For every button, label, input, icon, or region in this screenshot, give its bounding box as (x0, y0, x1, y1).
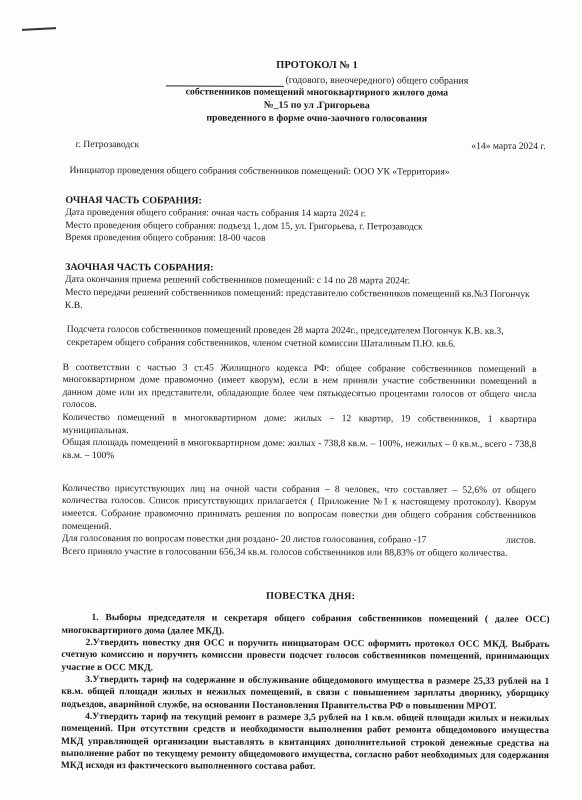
vote-counting: Подсчета голосов собственников помещений проведен 28 марта 2024г., председателем Погончук К.В. кв.3, секретарем общего собрания собственников, членом счетной комиссии Шаталиным П.Ю. кв.6. (66, 324, 504, 350)
participation: Всего приняло участие в голосовании 656,34 кв.м. голосов собственников или 88,83% от общего количества. (61, 545, 508, 559)
date: «14» марта 2024 г. (471, 140, 546, 152)
ballots-distributed: Для голосования по вопросам повестки дня роздано- 20 листов голосования, собрано -17 (61, 533, 427, 546)
initiator: Инициатор проведения общего собрания собственников помещений: ООО УК «Территория» (69, 165, 450, 178)
premises-count: Количество помещений в многоквартирном доме: жилых – 12 квартир, 19 собственников, 1 квартира муниципальная. (62, 412, 537, 436)
in-person-title: ОЧНАЯ ЧАСТЬ СОБРАНИЯ: (65, 194, 202, 207)
legal-text: В соответствии с частью 3 ст.45 Жилищного кодекса РФ: общее собрание собственников помещений в многоквартирном доме правомочно (имеет кворум), если в нем приняли участие собственники помещений в данном доме или их представители, обладающие более чем пятьюдесятью процентами голосов от общего числа голосов. (62, 361, 537, 411)
agenda-item: 3.Утвердить тариф на содержание и обслуживание общедомового имущества в размере 25,33 рублей на 1 кв.м. общей площади жилых и нежилых помещений, в связи с повышением зарплаты дворнику, уборщику подъездов, аварийной службе, на основании Постановления Правительства РФ о повышении МРОТ. (61, 674, 550, 712)
absentee-title: ЗАОЧНАЯ ЧАСТЬ СОБРАНИЯ: (65, 261, 214, 274)
total-area: Общая площадь помещений в многоквартирном доме: жилых - 738,8 кв.м. – 100%, нежилых – 0 кв.м., всего - 738,8 кв.м. – 100% (62, 437, 537, 462)
meeting-type-line: (годового, внеочередного) общего собрания (96, 74, 538, 89)
document-body (60, 58, 550, 775)
absentee-deadline: Дата окончания приема решений собственников помещений: с 14 по 28 марта 2024г. (65, 274, 411, 287)
agenda-item: 4.Утвердить тариф на текущий ремонт в размере 3,5 рублей на 1 кв.м. общей площади жилых и нежилых помещений. При отсутствии средств и необходимости выполнения работ ремонта общедомового имущества МКД управляющей организации выставлять в квитанциях дополнительной строкой денежные средства на выполнение работ по текущему ремонту общедомового имущества, согласно работ необходимых для содержания МКД исходя из фактического выполненного состава работ. (60, 711, 550, 773)
agenda-title: ПОВЕСТКА ДНЯ: (266, 590, 356, 602)
voting-form-line: проведенного в форме очно-заочного голосования (206, 112, 428, 125)
in-person-section (65, 207, 537, 247)
pen-mark (22, 27, 56, 31)
agenda-item: 1. Выборы председателя и секретаря общего собрания собственников помещений ( далее ОСС) многоквартирного дома (далее МКД). (61, 613, 550, 637)
agenda-list (61, 612, 550, 775)
attendance-text: Количество присутствующих лиц на очной части собрания – 8 человек, что составляет – 52,6% от общего количества голосов. Список присутствующих прилагается ( Приложение №1 к настоящему протоколу). Кворум имеется. Собрание правомочно принимать решения по вопросам повестки дня общего собрания собственников помещений. (61, 482, 537, 532)
legal-section (62, 361, 536, 464)
absentee-place: Место передачи решений собственников помещений: представителю собственников помещений кв.№3 Погончук К.В. (64, 286, 530, 311)
ballots-unit: листов. (505, 535, 536, 547)
in-person-place: Место проведения общего собрания: подъезд 1, дом 15, ул. Григорьева, г. Петрозаводск (65, 219, 423, 233)
address-line: №_15 по ул .Григорьева (263, 99, 370, 112)
absentee-section (65, 274, 537, 314)
owners-line: собственников помещений многоквартирного жилого дома (185, 86, 449, 99)
place-date-row (76, 139, 546, 154)
protocol-title: ПРОТОКОЛ № 1 (276, 59, 358, 72)
attendance-section (62, 483, 536, 561)
in-person-date: Дата проведения общего собрания: очная часть собрания 14 марта 2024 г. (65, 206, 367, 220)
protocol-header (96, 58, 538, 127)
agenda-item: 2.Утвердить повестку дня ОСС и поручить инициаторам ОСС оформить протокол ОСС МКД. Выбрать счетную комиссию и поручить комиссии провести подсчет голосов собственников помещений, принимающих участие в ОСС МКД. (61, 637, 550, 673)
place: г. Петрозаводск (75, 138, 140, 150)
in-person-time: Время проведения общего собрания: 18-00 часов (65, 232, 266, 245)
